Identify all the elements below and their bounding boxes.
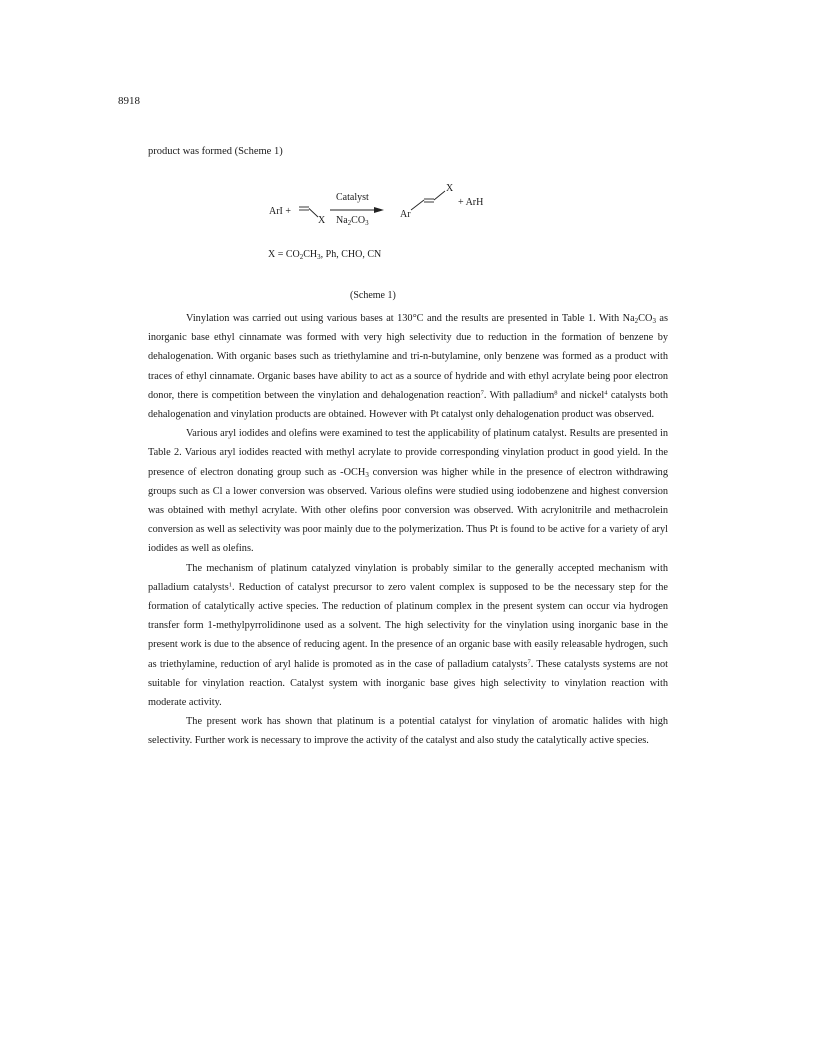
catalyst-label: Catalyst bbox=[336, 192, 369, 203]
side-product: + ArH bbox=[458, 197, 484, 208]
paragraph-vinylation-bases: Vinylation was carried out using various bases at 130°C and the results are presented in Table 1. With $Na_2CO_3$ as inorganic base ethyl cinnamate was formed with very high selectivity due to reduction in the formation of benzene by dehalogenation. With organic bases such as triethylamine and tri-n-butylamine, only benzene was formed as a product with traces of ethyl cinnamate. Organic bases have ability to act as a source of hydride and with ethyl acrylate being poor electron donor, there is competition between the vinylation and dehalogenation reaction$^7$. With palladium$^8$ and nickel$^4$ catalysts both dehalogenation and vinylation products are obtained. However with Pt catalyst only dehalogenation product was observed. bbox=[148, 313, 668, 421]
olefin-substituent: X bbox=[318, 215, 326, 226]
scheme-bonds bbox=[0, 180, 816, 300]
paragraph-conclusion: The present work has shown that platinum is a potential catalyst for vinylation of aromatic halides with high selectivity. Further work is necessary to improve the activity of the catalyst and also study the catalytically active species. bbox=[148, 716, 668, 747]
reaction-scheme bbox=[0, 180, 816, 300]
base-label: $Na_2CO_3$ bbox=[336, 215, 369, 227]
product-bond-1 bbox=[411, 200, 424, 210]
reaction-arrow-head bbox=[374, 207, 384, 213]
paragraph-mechanism: The mechanism of platinum catalyzed vinylation is probably similar to the generally accepted mechanism with palladium catalysts$^1$. Reduction of catalyst precursor to zero valent complex is supposed to be the necessary step for the formation of catalytically active species. The reduction of platinum complex in the present system can occur via hydrogen transfer form 1-methylpyrrolidinone used as a solvent. The high selectivity for the vinylation using inorganic base in the present work is due to the absence of reducing agent. In the presence of an organic base with easily releasable hydrogen, such as triethylamine, reduction of aryl halide is promoted as in the case of palladium catalysts$^7$. These catalysts systems are not suitable for vinylation reaction. Catalyst system with inorganic base gives high selectivity to vinylation reaction with moderate activity. bbox=[148, 562, 668, 709]
lead-line: product was formed (Scheme 1) bbox=[148, 146, 283, 157]
x-definition: $X = CO_2CH_3$, Ph, CHO, CN bbox=[268, 249, 382, 261]
product-bond-2 bbox=[434, 191, 445, 200]
scheme-caption: (Scheme 1) bbox=[350, 290, 396, 301]
body-text bbox=[148, 309, 668, 751]
page-number: 8918 bbox=[118, 95, 140, 107]
reactant-aryl-iodide: ArI + bbox=[269, 206, 292, 217]
product-substituent: X bbox=[446, 183, 454, 194]
paragraph-aryl-iodides: Various aryl iodides and olefins were examined to test the applicability of platinum catalyst. Results are presented in Table 2. Various aryl iodides reacted with methyl acrylate to provide corresponding vinylation product in good yield. In the presence of electron donating group such as $-OCH_3$ conversion was higher while in the presence of electron withdrawing groups such as Cl a lower conversion was observed. Various olefins were studied using iodobenzene and highest conversion was obtained with methyl acrylate. With other olefins poor conversion was observed. With acrylonitrile and methacrolein conversion as well as selectivity was poor mainly due to the polymerization. Thus Pt is found to be active for a variety of aryl iodides as well as olefins. bbox=[148, 428, 668, 555]
product-aryl: Ar bbox=[400, 209, 411, 220]
olefin-bond bbox=[309, 209, 318, 218]
